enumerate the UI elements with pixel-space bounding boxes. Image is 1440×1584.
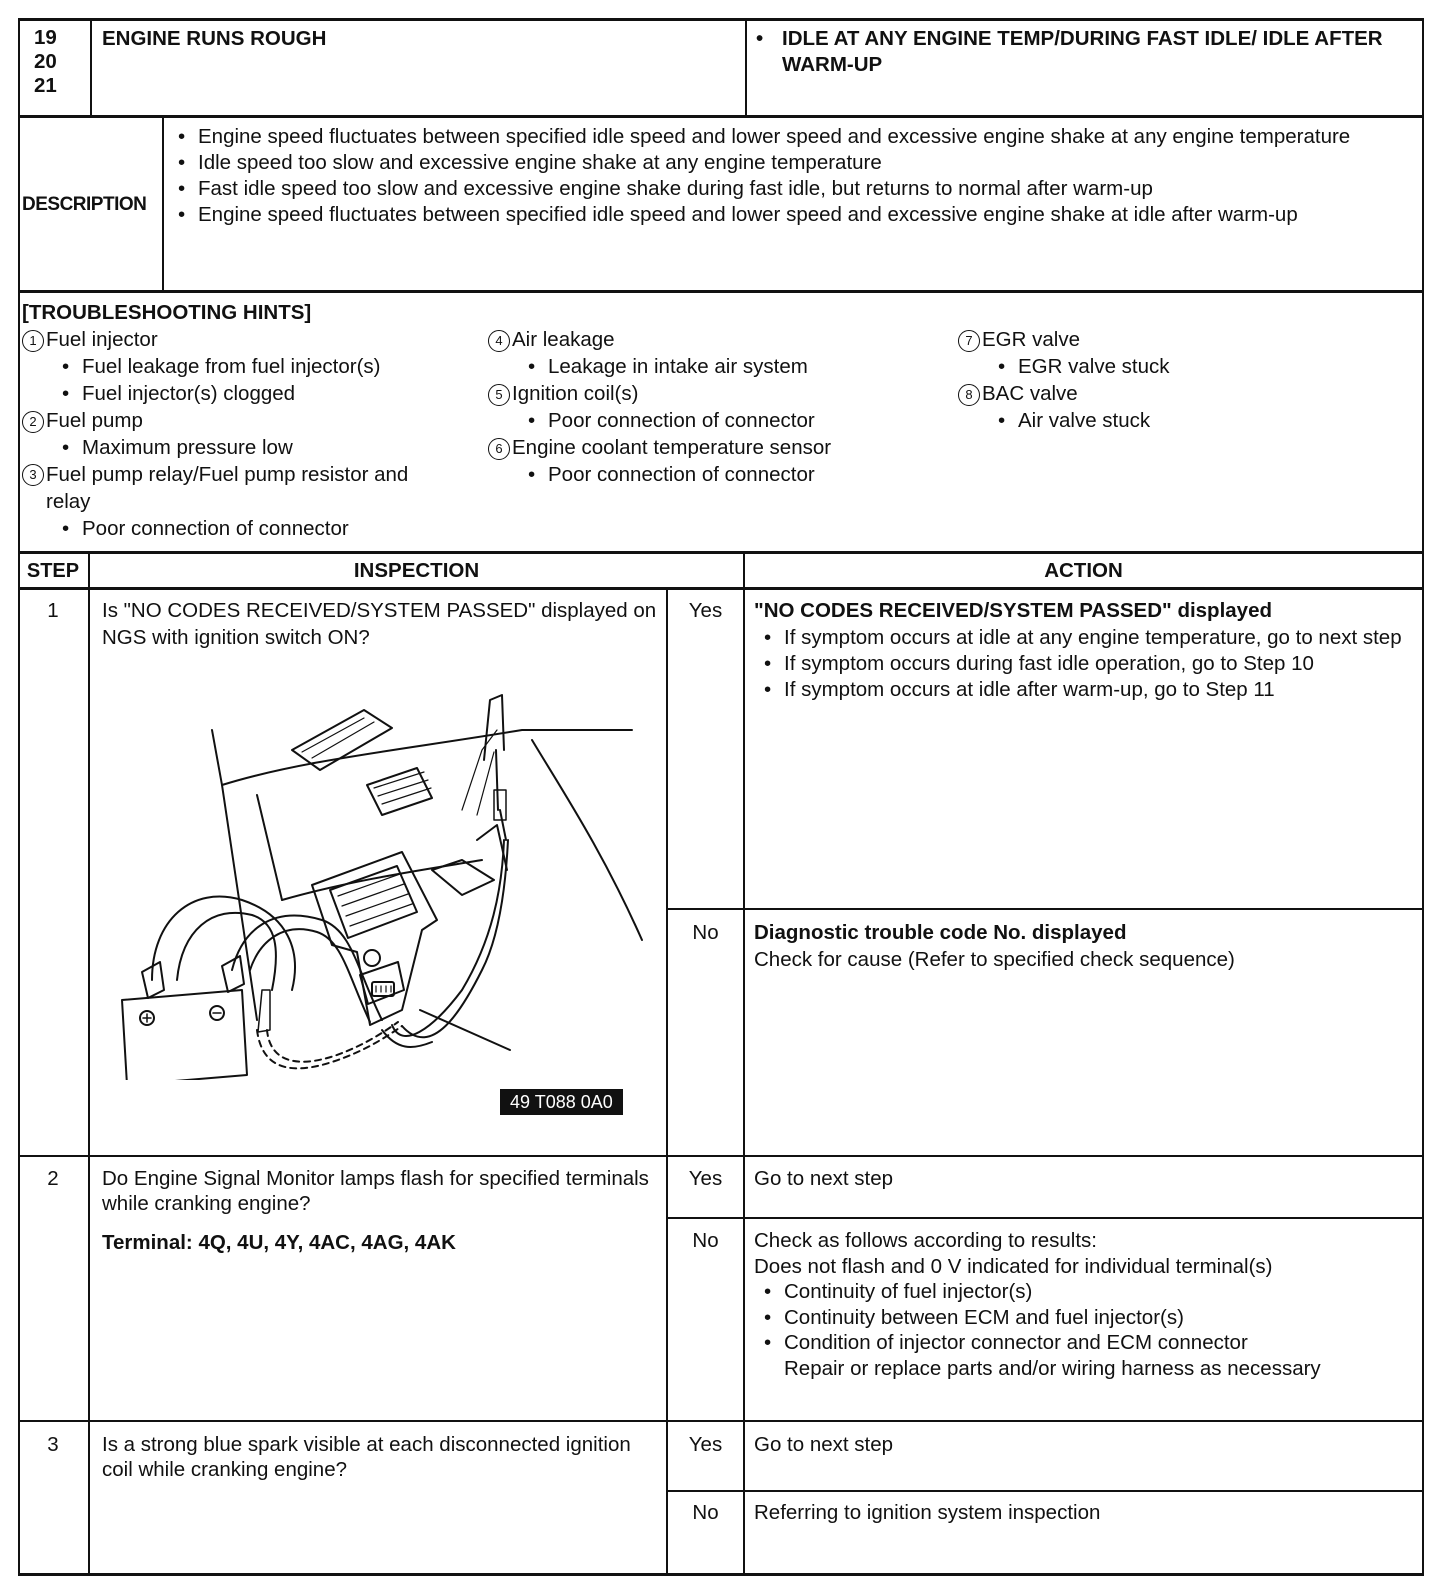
step-number: 2 [47,1167,59,1190]
yes-label: Yes [688,1167,723,1190]
header-step: STEP [26,560,80,582]
step-2-yes-action: Go to next step [754,1167,894,1190]
hint-sub: • Fuel leakage from fuel injector(s) [52,353,482,380]
part-number-label: 49 T088 0A0 [500,1089,623,1115]
hint-fuel-pump-relay: Fuel pump relay/Fuel pump resistor and relay [46,463,409,513]
step-1-no-action [754,920,1416,973]
no-text: Check for cause (Refer to specified check sequence) [754,947,1235,971]
yes-label: Yes [688,1433,723,1456]
num-circle: 6 [488,438,510,460]
yes-title: "NO CODES RECEIVED/SYSTEM PASSED" displayed [754,599,1273,622]
num-circle: 5 [488,384,510,406]
yes-label: Yes [688,599,723,622]
condition-bullet: • [756,27,764,50]
action-item: • If symptom occurs at idle at any engine temperature, go to next step [754,625,1416,651]
description-label: DESCRIPTION [22,194,147,215]
num-circle: 8 [958,384,980,406]
step-1-inspection: Is "NO CODES RECEIVED/SYSTEM PASSED" displayed on NGS with ignition switch ON? [102,599,657,649]
step-2-no-action [754,1228,1416,1381]
hint-sub: • Maximum pressure low [52,434,482,461]
step-1-yes-action [754,598,1416,703]
hint-air-leakage: Air leakage [512,328,615,351]
step-3-yes-action: Go to next step [754,1433,894,1456]
check-item: • Continuity of fuel injector(s) [754,1279,1416,1305]
hint-ignition-coil: Ignition coil(s) [512,382,639,405]
hint-coolant-sensor: Engine coolant temperature sensor [512,436,832,459]
description-item: • Engine speed fluctuates between specified idle speed and lower speed and excessive engine shake at idle after warm-up [168,202,1400,228]
step-number: 3 [47,1433,59,1456]
border-right [1422,18,1424,1576]
num-circle: 1 [22,330,44,352]
hint-sub: • Air valve stuck [988,407,1398,434]
border-top [18,18,1424,21]
hints-title: [TROUBLESHOOTING HINTS] [22,301,312,324]
num-circle: 3 [22,464,44,486]
step-2-inspection: Do Engine Signal Monitor lamps flash for specified terminals while cranking engine? [102,1167,649,1215]
hint-sub: • EGR valve stuck [988,353,1398,380]
hint-sub: • Fuel injector(s) clogged [52,380,482,407]
header-title: ENGINE RUNS ROUGH [102,27,327,50]
hint-bac-valve: BAC valve [982,382,1078,405]
no-title: Diagnostic trouble code No. displayed [754,921,1127,944]
no-label: No [692,921,719,944]
num-circle: 4 [488,330,510,352]
num-circle: 7 [958,330,980,352]
code-21: 21 [34,74,57,97]
condition-text: IDLE AT ANY ENGINE TEMP/DURING FAST IDLE/ IDLE AFTER WARM-UP [782,27,1383,76]
description-item: • Engine speed fluctuates between specified idle speed and lower speed and excessive engine shake at any engine temperature [168,124,1400,150]
description-item: • Idle speed too slow and excessive engine shake at any engine temperature [168,150,1400,176]
check-item: • Continuity between ECM and fuel injector(s) [754,1305,1416,1331]
hint-fuel-injector: Fuel injector [46,328,158,351]
hints-column-1 [22,326,482,542]
step-2-terminal: Terminal: 4Q, 4U, 4Y, 4AC, 4AG, 4AK [102,1231,456,1254]
code-19: 19 [34,26,57,49]
action-item: • If symptom occurs at idle after warm-up, go to Step 11 [754,677,1416,703]
hints-column-2 [488,326,948,488]
hint-sub: • Leakage in intake air system [518,353,948,380]
header-inspection: INSPECTION [353,559,480,582]
header-condition [756,26,1416,78]
hint-sub: • Poor connection of connector [52,515,482,542]
step-3-no-action: Referring to ignition system inspection [754,1501,1101,1524]
hint-egr-valve: EGR valve [982,328,1080,351]
num-circle: 2 [22,411,44,433]
header-codes [34,26,84,98]
hints-column-3 [958,326,1398,434]
description-list [168,124,1400,228]
hint-sub: • Poor connection of connector [518,461,948,488]
step-3-inspection: Is a strong blue spark visible at each disconnected ignition coil while cranking engine? [102,1433,631,1481]
hint-fuel-pump: Fuel pump [46,409,143,432]
no-line: Check as follows according to results: [754,1229,1097,1252]
ngs-connection-illustration [102,690,662,1080]
no-label: No [692,1229,719,1252]
step-number: 1 [47,599,59,622]
border-left [18,18,20,1576]
no-tail: Repair or replace parts and/or wiring harness as necessary [784,1356,1321,1380]
hint-sub: • Poor connection of connector [518,407,948,434]
code-20: 20 [34,50,57,73]
description-item: • Fast idle speed too slow and excessive engine shake during fast idle, but returns to normal after warm-up [168,176,1400,202]
action-item: • If symptom occurs during fast idle operation, go to Step 10 [754,651,1416,677]
no-label: No [692,1501,719,1524]
diagnostic-page [18,18,1426,1576]
no-line: Does not flash and 0 V indicated for individual terminal(s) [754,1254,1273,1278]
header-action: ACTION [1044,559,1123,582]
border-bottom [18,1573,1424,1576]
check-item: • Condition of injector connector and ECM connector [754,1330,1416,1356]
